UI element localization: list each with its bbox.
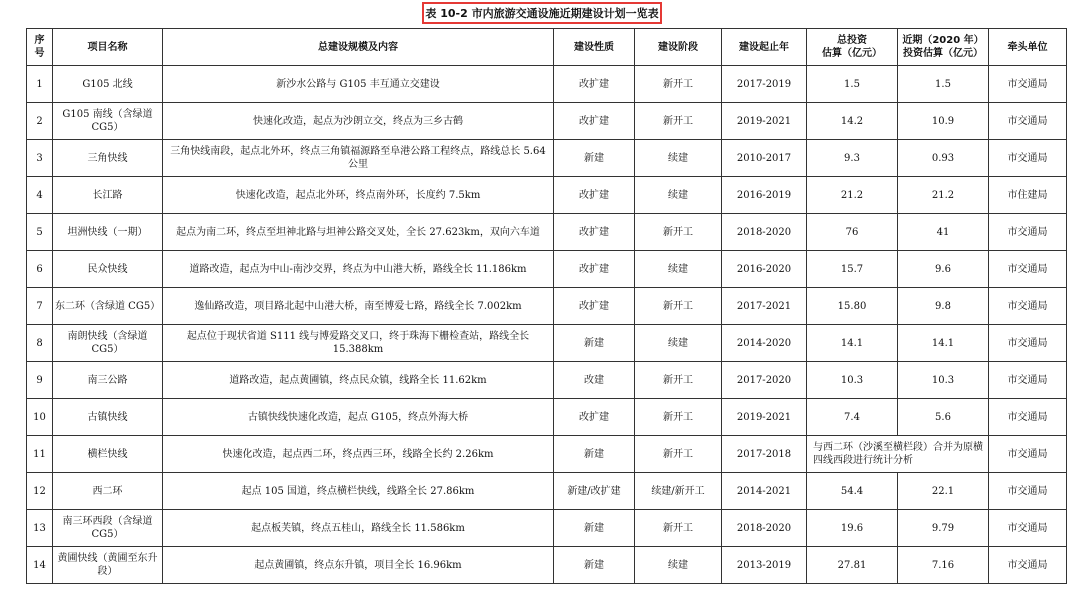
cell-scope: 道路改造，起点为中山-南沙交界，终点为中山港大桥，路线全长 11.186km: [163, 251, 554, 288]
table-row: [27, 325, 1067, 362]
cell-nature: 新建: [554, 140, 635, 177]
cell-period: 2018-2020: [722, 510, 807, 547]
cell-nature: 改建: [554, 362, 635, 399]
cell-name: 西二环: [53, 473, 163, 510]
cell-recent: 9.8: [898, 288, 989, 325]
cell-total: 1.5: [807, 66, 898, 103]
cell-name: 坦洲快线（一期）: [53, 214, 163, 251]
cell-scope: 起点黄圃镇，终点东升镇，项目全长 16.96km: [163, 547, 554, 584]
table-row: [27, 399, 1067, 436]
cell-stage: 续建: [635, 177, 722, 214]
cell-stage: 续建: [635, 140, 722, 177]
cell-total: 21.2: [807, 177, 898, 214]
cell-recent: 7.16: [898, 547, 989, 584]
cell-unit: 市交通局: [989, 214, 1067, 251]
table-row: [27, 103, 1067, 140]
cell-no: 11: [27, 436, 53, 473]
cell-merged-investment: 与西二环（沙溪至横栏段）合并为原横四线西段进行统计分析: [807, 436, 989, 473]
cell-period: 2017-2020: [722, 362, 807, 399]
cell-stage: 新开工: [635, 103, 722, 140]
cell-nature: 新建: [554, 510, 635, 547]
cell-total: 7.4: [807, 399, 898, 436]
cell-no: 6: [27, 251, 53, 288]
cell-period: 2019-2021: [722, 399, 807, 436]
cell-no: 3: [27, 140, 53, 177]
cell-stage: 续建: [635, 325, 722, 362]
cell-name: 民众快线: [53, 251, 163, 288]
cell-stage: 续建: [635, 251, 722, 288]
cell-period: 2018-2020: [722, 214, 807, 251]
cell-unit: 市交通局: [989, 510, 1067, 547]
table-row: [27, 214, 1067, 251]
cell-name: 南三公路: [53, 362, 163, 399]
cell-nature: 新建: [554, 547, 635, 584]
cell-recent: 0.93: [898, 140, 989, 177]
cell-name: 古镇快线: [53, 399, 163, 436]
cell-name: 南三环西段（含绿道 CG5）: [53, 510, 163, 547]
cell-no: 1: [27, 66, 53, 103]
cell-unit: 市交通局: [989, 251, 1067, 288]
cell-total: 54.4: [807, 473, 898, 510]
cell-scope: 起点板芙镇，终点五桂山，路线全长 11.586km: [163, 510, 554, 547]
header-total: 总投资 估算（亿元）: [807, 29, 898, 66]
cell-name: 东二环（含绿道 CG5）: [53, 288, 163, 325]
cell-unit: 市交通局: [989, 362, 1067, 399]
cell-name: G105 南线（含绿道 CG5）: [53, 103, 163, 140]
cell-no: 13: [27, 510, 53, 547]
cell-period: 2016-2020: [722, 251, 807, 288]
table-title: 表 10-2 市内旅游交通设施近期建设计划一览表: [422, 2, 662, 24]
cell-scope: 起点位于现状省道 S111 线与博爱路交叉口，终于珠海下栅检查站，路线全长 15.388km: [163, 325, 554, 362]
cell-name: 黄圃快线（黄圃至东升段）: [53, 547, 163, 584]
cell-stage: 续建/新开工: [635, 473, 722, 510]
cell-stage: 新开工: [635, 362, 722, 399]
cell-nature: 改扩建: [554, 399, 635, 436]
cell-period: 2017-2019: [722, 66, 807, 103]
cell-stage: 新开工: [635, 288, 722, 325]
cell-name: 长江路: [53, 177, 163, 214]
cell-period: 2014-2021: [722, 473, 807, 510]
cell-scope: 逸仙路改造，项目路北起中山港大桥，南至博爱七路，路线全长 7.002km: [163, 288, 554, 325]
cell-scope: 起点为南二环，终点至坦神北路与坦神公路交叉处，全长 27.623km，双向六车道: [163, 214, 554, 251]
cell-unit: 市交通局: [989, 399, 1067, 436]
cell-stage: 新开工: [635, 436, 722, 473]
cell-no: 12: [27, 473, 53, 510]
cell-name: G105 北线: [53, 66, 163, 103]
cell-stage: 新开工: [635, 214, 722, 251]
cell-total: 14.2: [807, 103, 898, 140]
cell-name: 三角快线: [53, 140, 163, 177]
cell-stage: 新开工: [635, 510, 722, 547]
cell-scope: 古镇快线快速化改造，起点 G105，终点外海大桥: [163, 399, 554, 436]
cell-name: 横栏快线: [53, 436, 163, 473]
cell-scope: 快速化改造，起点为沙朗立交，终点为三乡古鹤: [163, 103, 554, 140]
cell-period: 2017-2021: [722, 288, 807, 325]
cell-nature: 新建/改扩建: [554, 473, 635, 510]
header-scope: 总建设规模及内容: [163, 29, 554, 66]
header-no: 序 号: [27, 29, 53, 66]
table-row: [27, 473, 1067, 510]
cell-stage: 续建: [635, 547, 722, 584]
cell-scope: 起点 105 国道，终点横栏快线，线路全长 27.86km: [163, 473, 554, 510]
cell-stage: 新开工: [635, 399, 722, 436]
cell-unit: 市交通局: [989, 103, 1067, 140]
cell-nature: 改扩建: [554, 251, 635, 288]
cell-nature: 改扩建: [554, 214, 635, 251]
table-row: [27, 66, 1067, 103]
cell-recent: 22.1: [898, 473, 989, 510]
cell-stage: 新开工: [635, 66, 722, 103]
cell-no: 10: [27, 399, 53, 436]
cell-recent: 10.3: [898, 362, 989, 399]
table-row: [27, 288, 1067, 325]
cell-recent: 1.5: [898, 66, 989, 103]
cell-scope: 三角快线南段，起点北外环，终点三角镇福源路至阜港公路工程终点，路线总长 5.64 公里: [163, 140, 554, 177]
cell-total: 27.81: [807, 547, 898, 584]
table-row: [27, 510, 1067, 547]
header-row: [27, 29, 1067, 66]
header-recent: 近期（2020 年） 投资估算（亿元）: [898, 29, 989, 66]
cell-total: 14.1: [807, 325, 898, 362]
cell-no: 4: [27, 177, 53, 214]
table-row: [27, 436, 1067, 473]
cell-no: 2: [27, 103, 53, 140]
header-name: 项目名称: [53, 29, 163, 66]
cell-nature: 改扩建: [554, 66, 635, 103]
cell-period: 2014-2020: [722, 325, 807, 362]
cell-unit: 市住建局: [989, 177, 1067, 214]
cell-scope: 快速化改造，起点北外环，终点南外环，长度约 7.5km: [163, 177, 554, 214]
cell-unit: 市交通局: [989, 473, 1067, 510]
table-row: [27, 251, 1067, 288]
cell-unit: 市交通局: [989, 436, 1067, 473]
header-period: 建设起止年: [722, 29, 807, 66]
cell-unit: 市交通局: [989, 66, 1067, 103]
cell-nature: 改扩建: [554, 288, 635, 325]
cell-recent: 9.6: [898, 251, 989, 288]
table-row: [27, 362, 1067, 399]
cell-period: 2017-2018: [722, 436, 807, 473]
cell-no: 8: [27, 325, 53, 362]
cell-recent: 10.9: [898, 103, 989, 140]
cell-recent: 5.6: [898, 399, 989, 436]
cell-total: 9.3: [807, 140, 898, 177]
cell-total: 10.3: [807, 362, 898, 399]
cell-unit: 市交通局: [989, 325, 1067, 362]
cell-scope: 道路改造，起点黄圃镇，终点民众镇，线路全长 11.62km: [163, 362, 554, 399]
cell-scope: 快速化改造，起点西二环，终点西三环，线路全长约 2.26km: [163, 436, 554, 473]
table-row: [27, 140, 1067, 177]
table-row: [27, 547, 1067, 584]
cell-total: 15.80: [807, 288, 898, 325]
cell-no: 9: [27, 362, 53, 399]
cell-recent: 9.79: [898, 510, 989, 547]
cell-name: 南朗快线（含绿道 CG5）: [53, 325, 163, 362]
cell-period: 2013-2019: [722, 547, 807, 584]
cell-scope: 新沙水公路与 G105 丰互通立交建设: [163, 66, 554, 103]
cell-total: 15.7: [807, 251, 898, 288]
cell-period: 2016-2019: [722, 177, 807, 214]
cell-nature: 改扩建: [554, 177, 635, 214]
cell-no: 7: [27, 288, 53, 325]
cell-unit: 市交通局: [989, 140, 1067, 177]
cell-recent: 41: [898, 214, 989, 251]
cell-unit: 市交通局: [989, 547, 1067, 584]
cell-nature: 改扩建: [554, 103, 635, 140]
cell-total: 19.6: [807, 510, 898, 547]
header-nature: 建设性质: [554, 29, 635, 66]
cell-recent: 14.1: [898, 325, 989, 362]
table-row: [27, 177, 1067, 214]
cell-no: 14: [27, 547, 53, 584]
header-unit: 牵头单位: [989, 29, 1067, 66]
cell-recent: 21.2: [898, 177, 989, 214]
cell-no: 5: [27, 214, 53, 251]
cell-unit: 市交通局: [989, 288, 1067, 325]
cell-total: 76: [807, 214, 898, 251]
cell-nature: 新建: [554, 436, 635, 473]
construction-plan-table: [26, 28, 1067, 584]
cell-period: 2019-2021: [722, 103, 807, 140]
header-stage: 建设阶段: [635, 29, 722, 66]
cell-period: 2010-2017: [722, 140, 807, 177]
cell-nature: 新建: [554, 325, 635, 362]
